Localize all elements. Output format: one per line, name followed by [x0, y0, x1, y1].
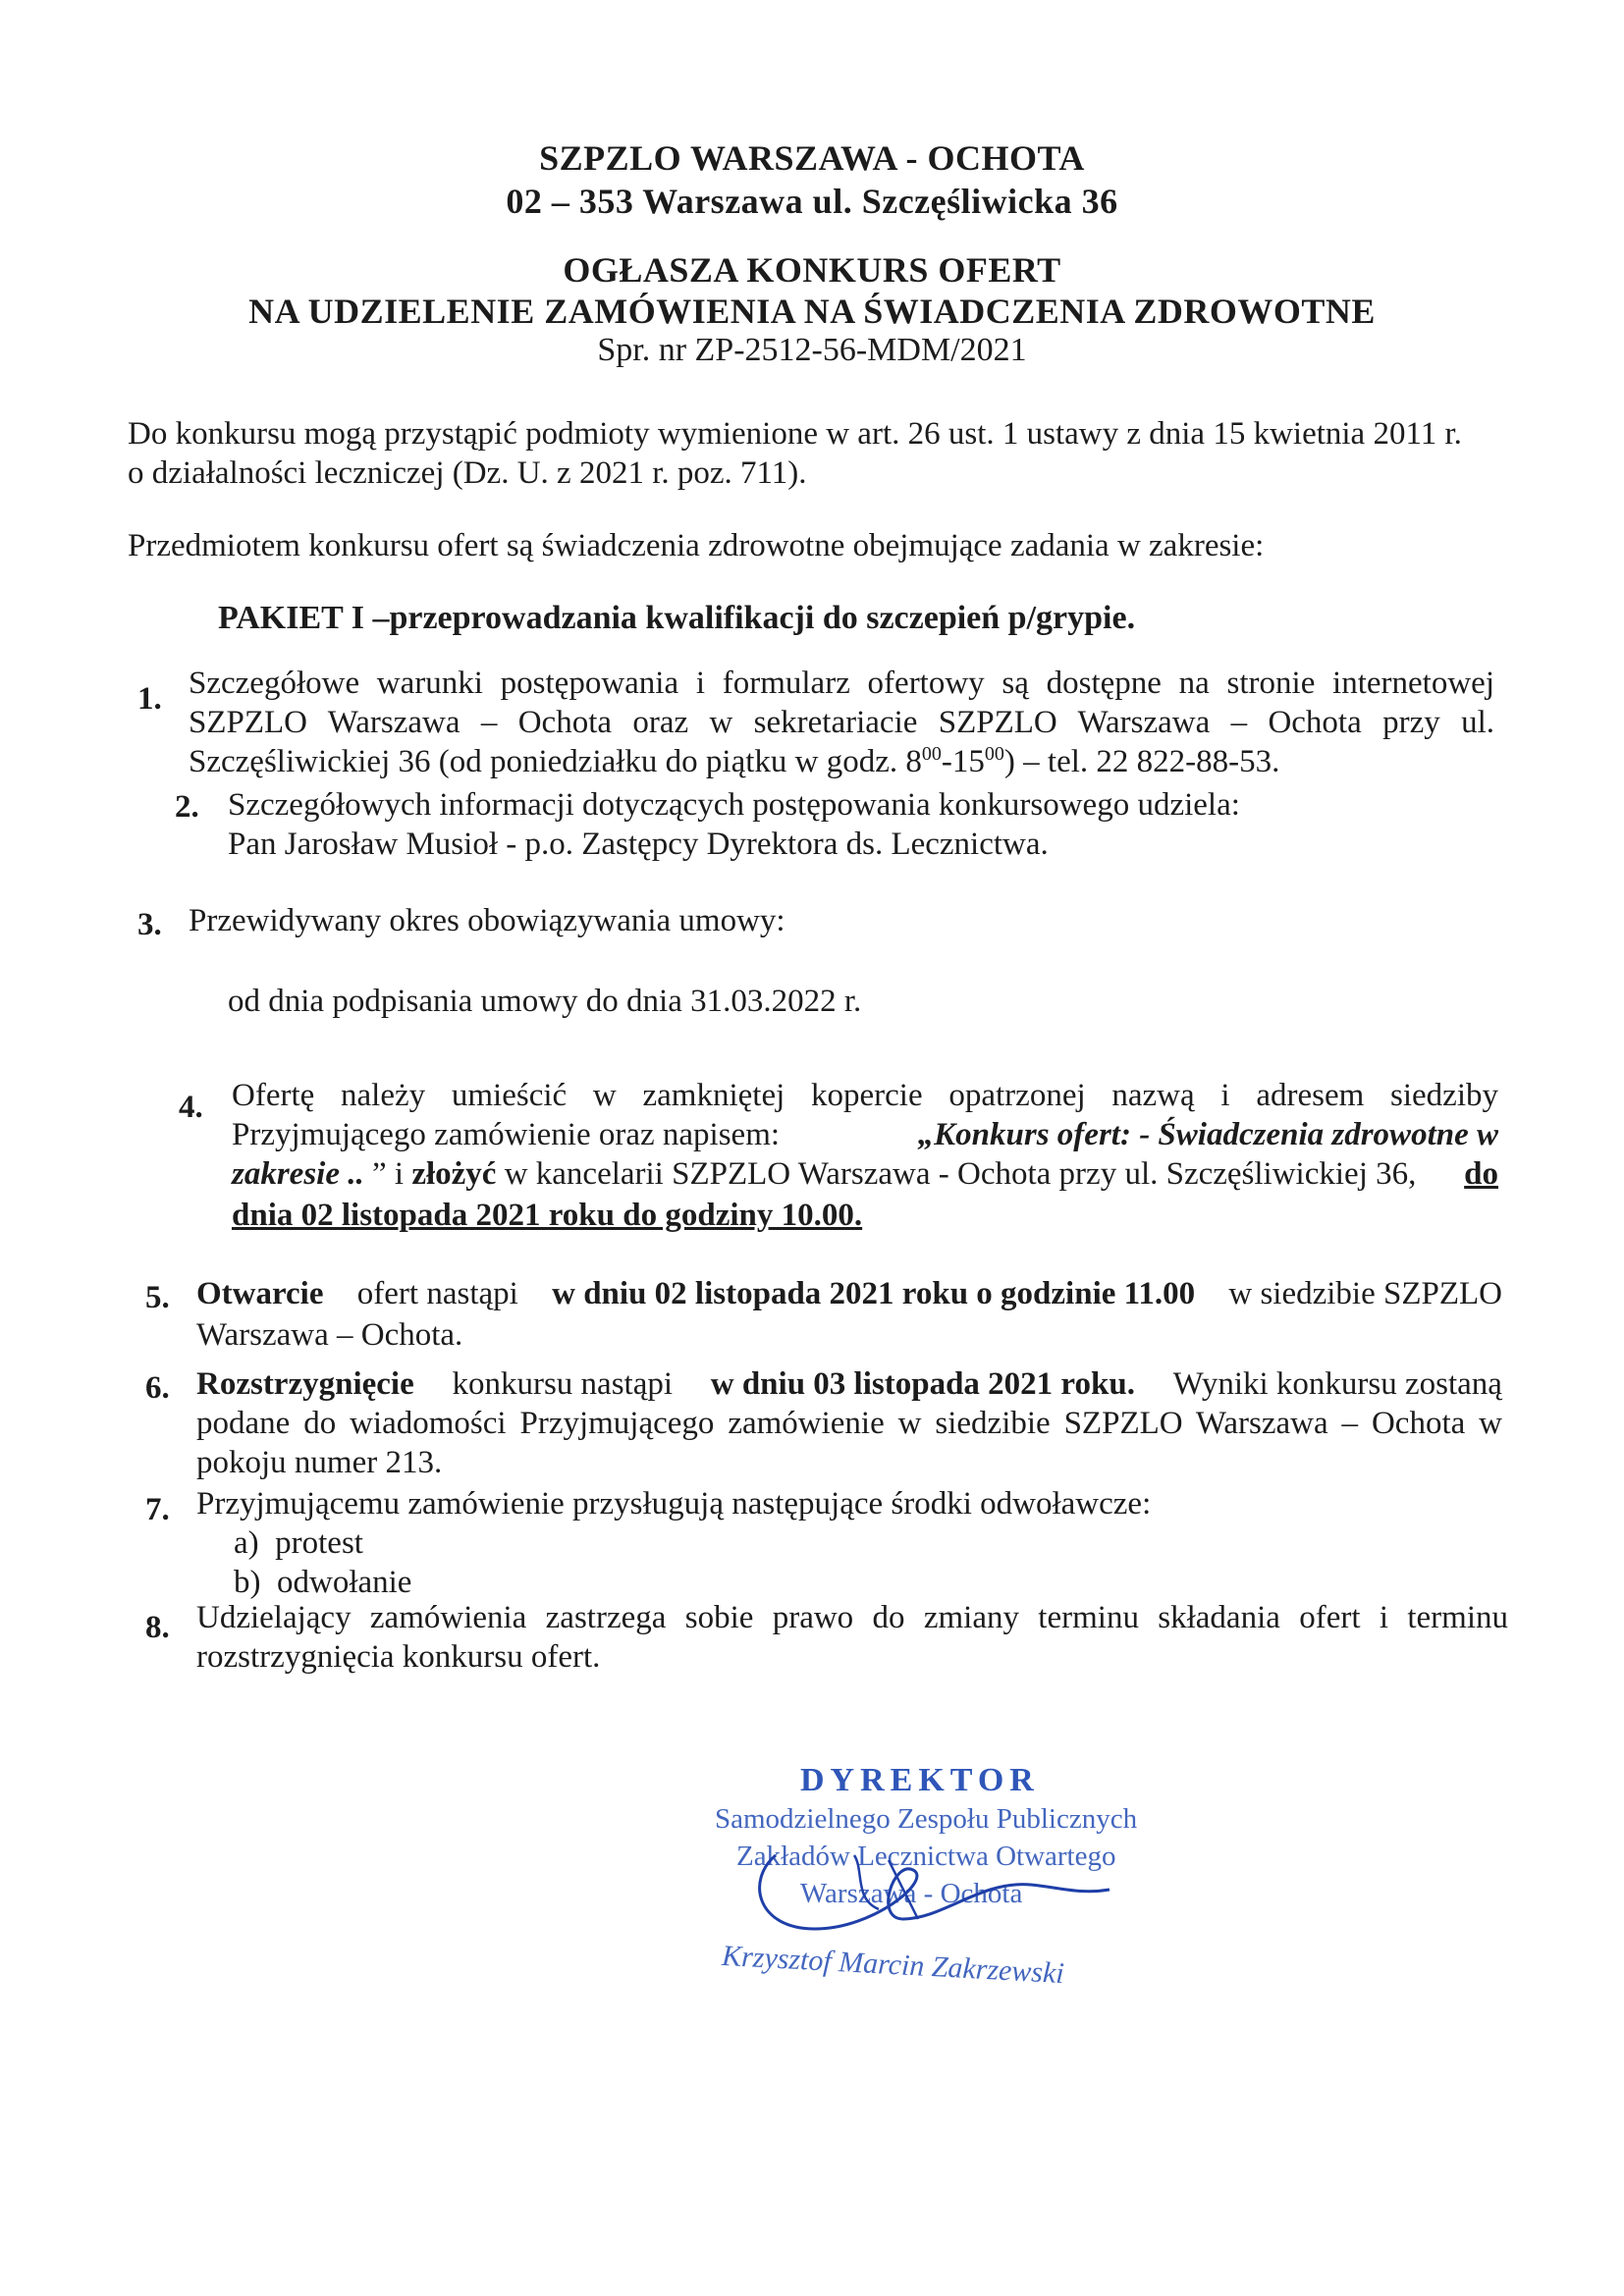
- item-7-option-b: b) odwołanie: [234, 1565, 412, 1600]
- stamp-title: DYREKTOR: [800, 1762, 1040, 1798]
- item-8-line1: Udzielający zamówienia zastrzega sobie prawo do zmiany terminu składania ofert i terminu: [196, 1600, 1508, 1635]
- announcement-title-line1: OGŁASZA KONKURS OFERT: [563, 250, 1061, 290]
- item-6-resolution: Rozstrzygnięcie: [196, 1366, 414, 1402]
- item-5-datetime: w dniu 02 listopada 2021 roku o godzinie 11.00: [552, 1276, 1196, 1311]
- intro-line2: o działalności leczniczej (Dz. U. z 2021 r. poz. 711).: [128, 455, 807, 491]
- item-6-line3: pokoju numer 213.: [196, 1445, 443, 1480]
- item-1-line2: SZPZLO Warszawa – Ochota oraz w sekretariacie SZPZLO Warszawa – Ochota przy ul.: [189, 705, 1494, 740]
- item-1-line3-text: Szczęśliwickiej 36 (od poniedziałku do piątku w godz. 8: [189, 744, 922, 779]
- item-6-line1: [196, 1364, 1502, 1404]
- item-4-quote-start: „Konkurs ofert: - Świadczenia zdrowotne w: [917, 1117, 1498, 1152]
- item-4-line2-text: Przyjmującego zamówienie oraz napisem:: [232, 1117, 781, 1152]
- stamp-line2: Zakładów Lecznictwa Otwartego: [736, 1841, 1116, 1872]
- item-7-number: 7.: [145, 1492, 170, 1527]
- announcement-title-line2: NA UDZIELENIE ZAMÓWIENIA NA ŚWIADCZENIA ZDROWOTNE: [248, 292, 1376, 331]
- item-4-line2: [232, 1115, 1498, 1154]
- item-3-line2: od dnia podpisania umowy do dnia 31.03.2022 r.: [228, 984, 862, 1019]
- item-7-option-a: a) protest: [234, 1525, 363, 1561]
- item-4-number: 4.: [179, 1090, 203, 1125]
- package-title: PAKIET I –przeprowadzania kwalifikacji do szczepień p/grypie.: [218, 600, 1136, 636]
- item-4-deadline-start: do: [1464, 1156, 1498, 1192]
- item-3-number: 3.: [137, 907, 162, 942]
- subject-line: Przedmiotem konkursu ofert są świadczenia zdrowotne obejmujące zadania w zakresie:: [128, 528, 1265, 563]
- org-address: 02 – 353 Warszawa ul. Szczęśliwicka 36: [506, 182, 1118, 221]
- time-sup-2: 00: [984, 743, 1004, 765]
- item-1-number: 1.: [137, 681, 162, 717]
- signatory-name: Krzysztof Marcin Zakrzewski: [721, 1939, 1065, 1991]
- item-6-date: w dniu 03 listopada 2021 roku.: [710, 1366, 1135, 1402]
- intro-line1: Do konkursu mogą przystąpić podmioty wymienione w art. 26 ust. 1 ustawy z dnia 15 kwietnia 2011 r.: [128, 416, 1462, 452]
- item-5-number: 5.: [145, 1280, 170, 1315]
- stamp-line3: Warszawa - Ochota: [800, 1878, 1023, 1909]
- item-8-line2: rozstrzygnięcia konkursu ofert.: [196, 1639, 601, 1675]
- item-6-text-b: Wyniki konkursu zostaną: [1172, 1366, 1502, 1402]
- item-5-line2: Warszawa – Ochota.: [196, 1317, 463, 1353]
- item-2-line2: Pan Jarosław Musioł - p.o. Zastępcy Dyrektora ds. Lecznictwa.: [228, 827, 1049, 862]
- item-6-text-a: konkursu nastąpi: [452, 1366, 674, 1402]
- item-4-submit-word: złożyć: [411, 1156, 497, 1192]
- item-5-text-b: w siedzibie SZPZLO: [1228, 1276, 1502, 1311]
- item-4-deadline: dnia 02 listopada 2021 roku do godziny 10.00.: [232, 1198, 863, 1233]
- item-5-line1: [196, 1274, 1502, 1313]
- item-2-number: 2.: [175, 789, 199, 825]
- item-4-line3-conj: ” i: [372, 1156, 405, 1192]
- item-4-quote-end: zakresie ..: [232, 1156, 364, 1192]
- item-3-line1: Przewidywany okres obowiązywania umowy:: [189, 903, 785, 938]
- director-stamp: [707, 1762, 1138, 1998]
- item-8-number: 8.: [145, 1610, 170, 1645]
- org-name: SZPZLO WARSZAWA - OCHOTA: [539, 138, 1085, 178]
- item-5-text-a: ofert nastąpi: [356, 1276, 518, 1311]
- stamp-line1: Samodzielnego Zespołu Publicznych: [715, 1803, 1138, 1835]
- item-4-line3: [232, 1154, 1498, 1194]
- item-1-line1: Szczegółowe warunki postępowania i formularz ofertowy są dostępne na stronie internetowej: [189, 666, 1494, 701]
- item-7-line1: Przyjmującemu zamówienie przysługują następujące środki odwoławcze:: [196, 1486, 1152, 1522]
- item-4-line1: Ofertę należy umieścić w zamkniętej kopercie opatrzonej nazwą i adresem siedziby: [232, 1078, 1498, 1113]
- item-4-line3-text: w kancelarii SZPZLO Warszawa - Ochota przy ul. Szczęśliwickiej 36,: [504, 1156, 1417, 1192]
- item-6-line2: podane do wiadomości Przyjmującego zamówienie w siedzibie SZPZLO Warszawa – Ochota w: [196, 1406, 1502, 1441]
- item-6-number: 6.: [145, 1370, 170, 1406]
- item-1-line3-time: -15: [941, 744, 985, 779]
- time-sup-1: 00: [921, 743, 942, 765]
- case-number: Spr. nr ZP-2512-56-MDM/2021: [597, 332, 1027, 368]
- item-1-line3: [189, 742, 1279, 781]
- item-1-phone: ) – tel. 22 822-88-53.: [1003, 744, 1280, 779]
- item-5-opening: Otwarcie: [196, 1276, 324, 1311]
- item-2-line1: Szczegółowych informacji dotyczących postępowania konkursowego udziela:: [228, 787, 1240, 823]
